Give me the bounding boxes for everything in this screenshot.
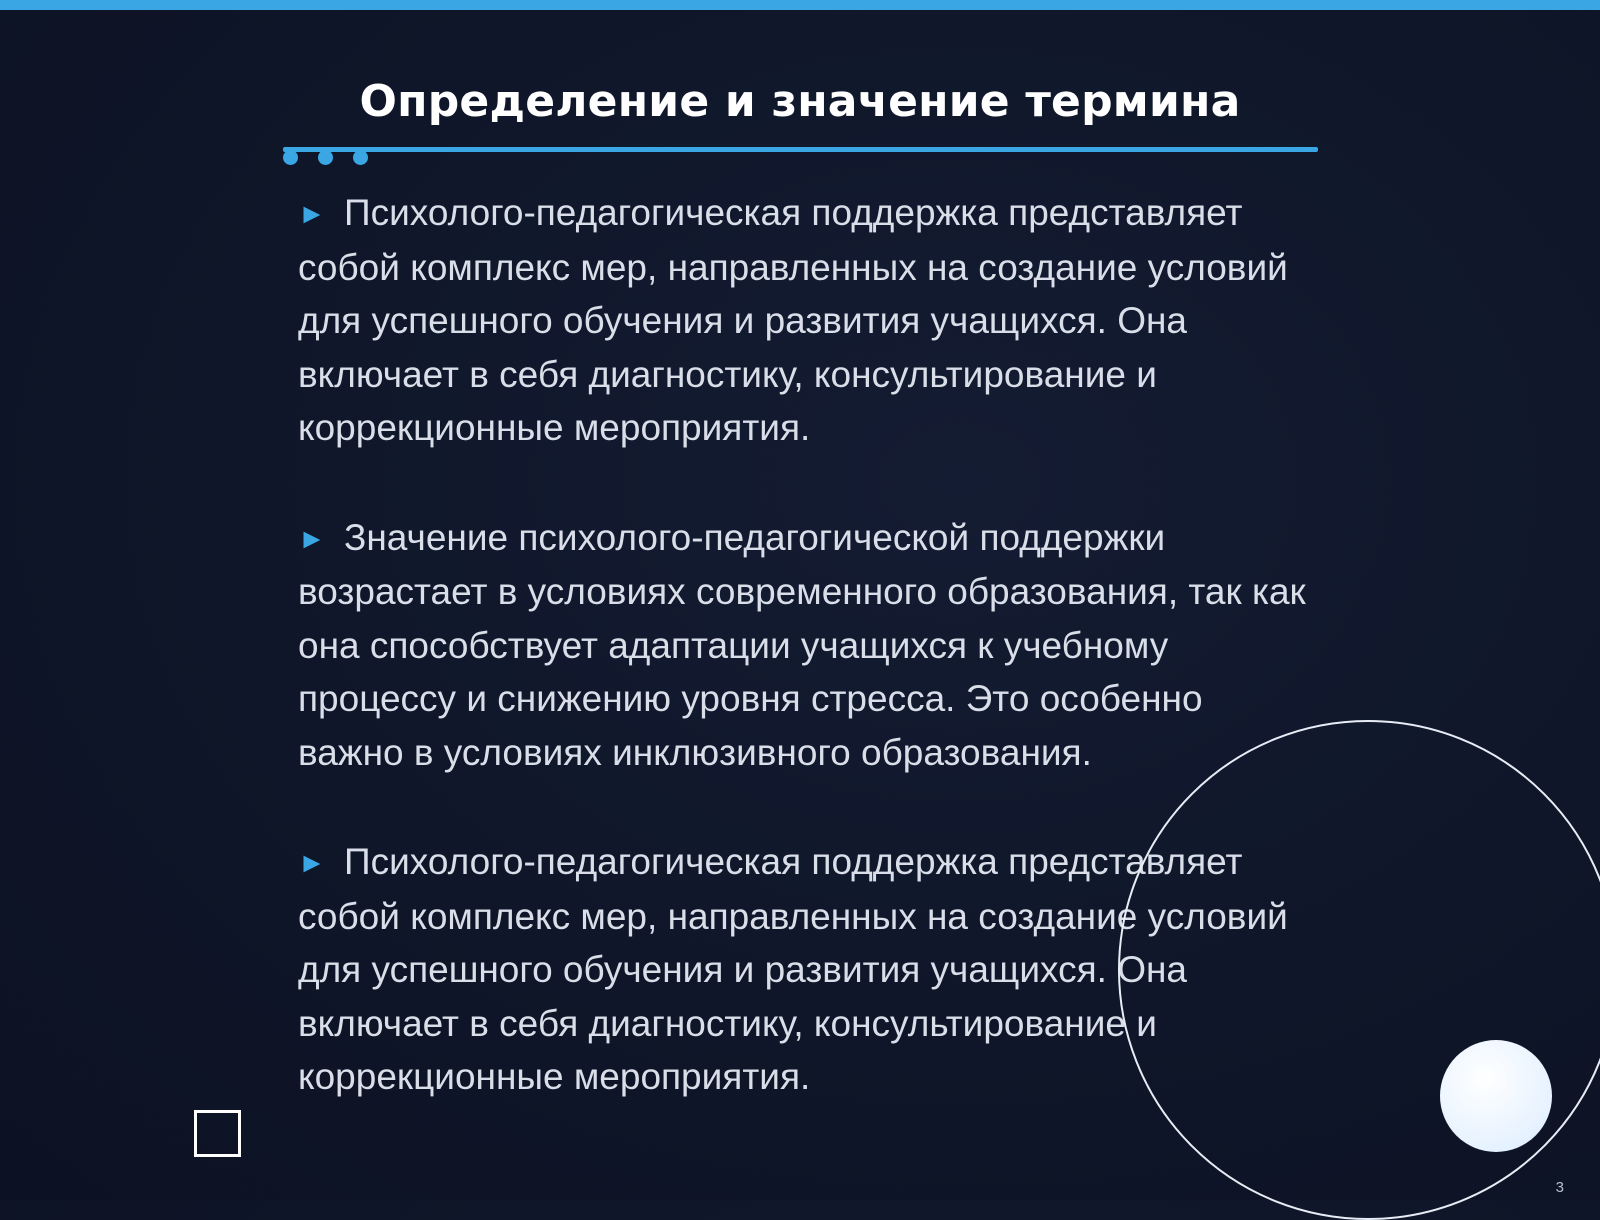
bullet-paragraph <box>298 186 1318 455</box>
top-accent-bar <box>0 0 1600 10</box>
bullet-arrow-icon: ► <box>298 522 326 554</box>
underline-dot <box>283 150 298 165</box>
underline-dot <box>318 150 333 165</box>
decorative-square <box>194 1110 241 1157</box>
bullet-arrow-icon: ► <box>298 198 326 229</box>
bullet-arrow-icon: ► <box>298 847 326 878</box>
paragraph-text: Психолого-педагогическая поддержка представляет собой комплекс мер, направленных на создание условий для успешного обучения и развития учащихся. Она включает в себя диагностику, консультирование и коррекционные мероприятия. <box>298 192 1288 448</box>
title-underline <box>283 147 1318 152</box>
bullet-paragraph <box>298 511 1318 780</box>
underline-dot <box>353 150 368 165</box>
page-number: 3 <box>1555 1179 1564 1196</box>
paragraph-text: Значение психолого-педагогической поддержки возрастает в условиях современного образования, так как она способствует адаптации учащихся к учебному процессу и снижению уровня стресса. Это особенно важно в условиях инклюзивного образования. <box>298 516 1306 773</box>
slide-title: Определение и значение термина <box>359 76 1241 127</box>
paragraph-text: Психолого-педагогическая поддержка представляет собой комплекс мер, направленных на создание условий для успешного обучения и развития учащихся. Она включает в себя диагностику, консультирование и коррекционные мероприятия. <box>298 841 1288 1097</box>
decorative-ring <box>1118 720 1600 1220</box>
decorative-disc <box>1440 1040 1552 1152</box>
